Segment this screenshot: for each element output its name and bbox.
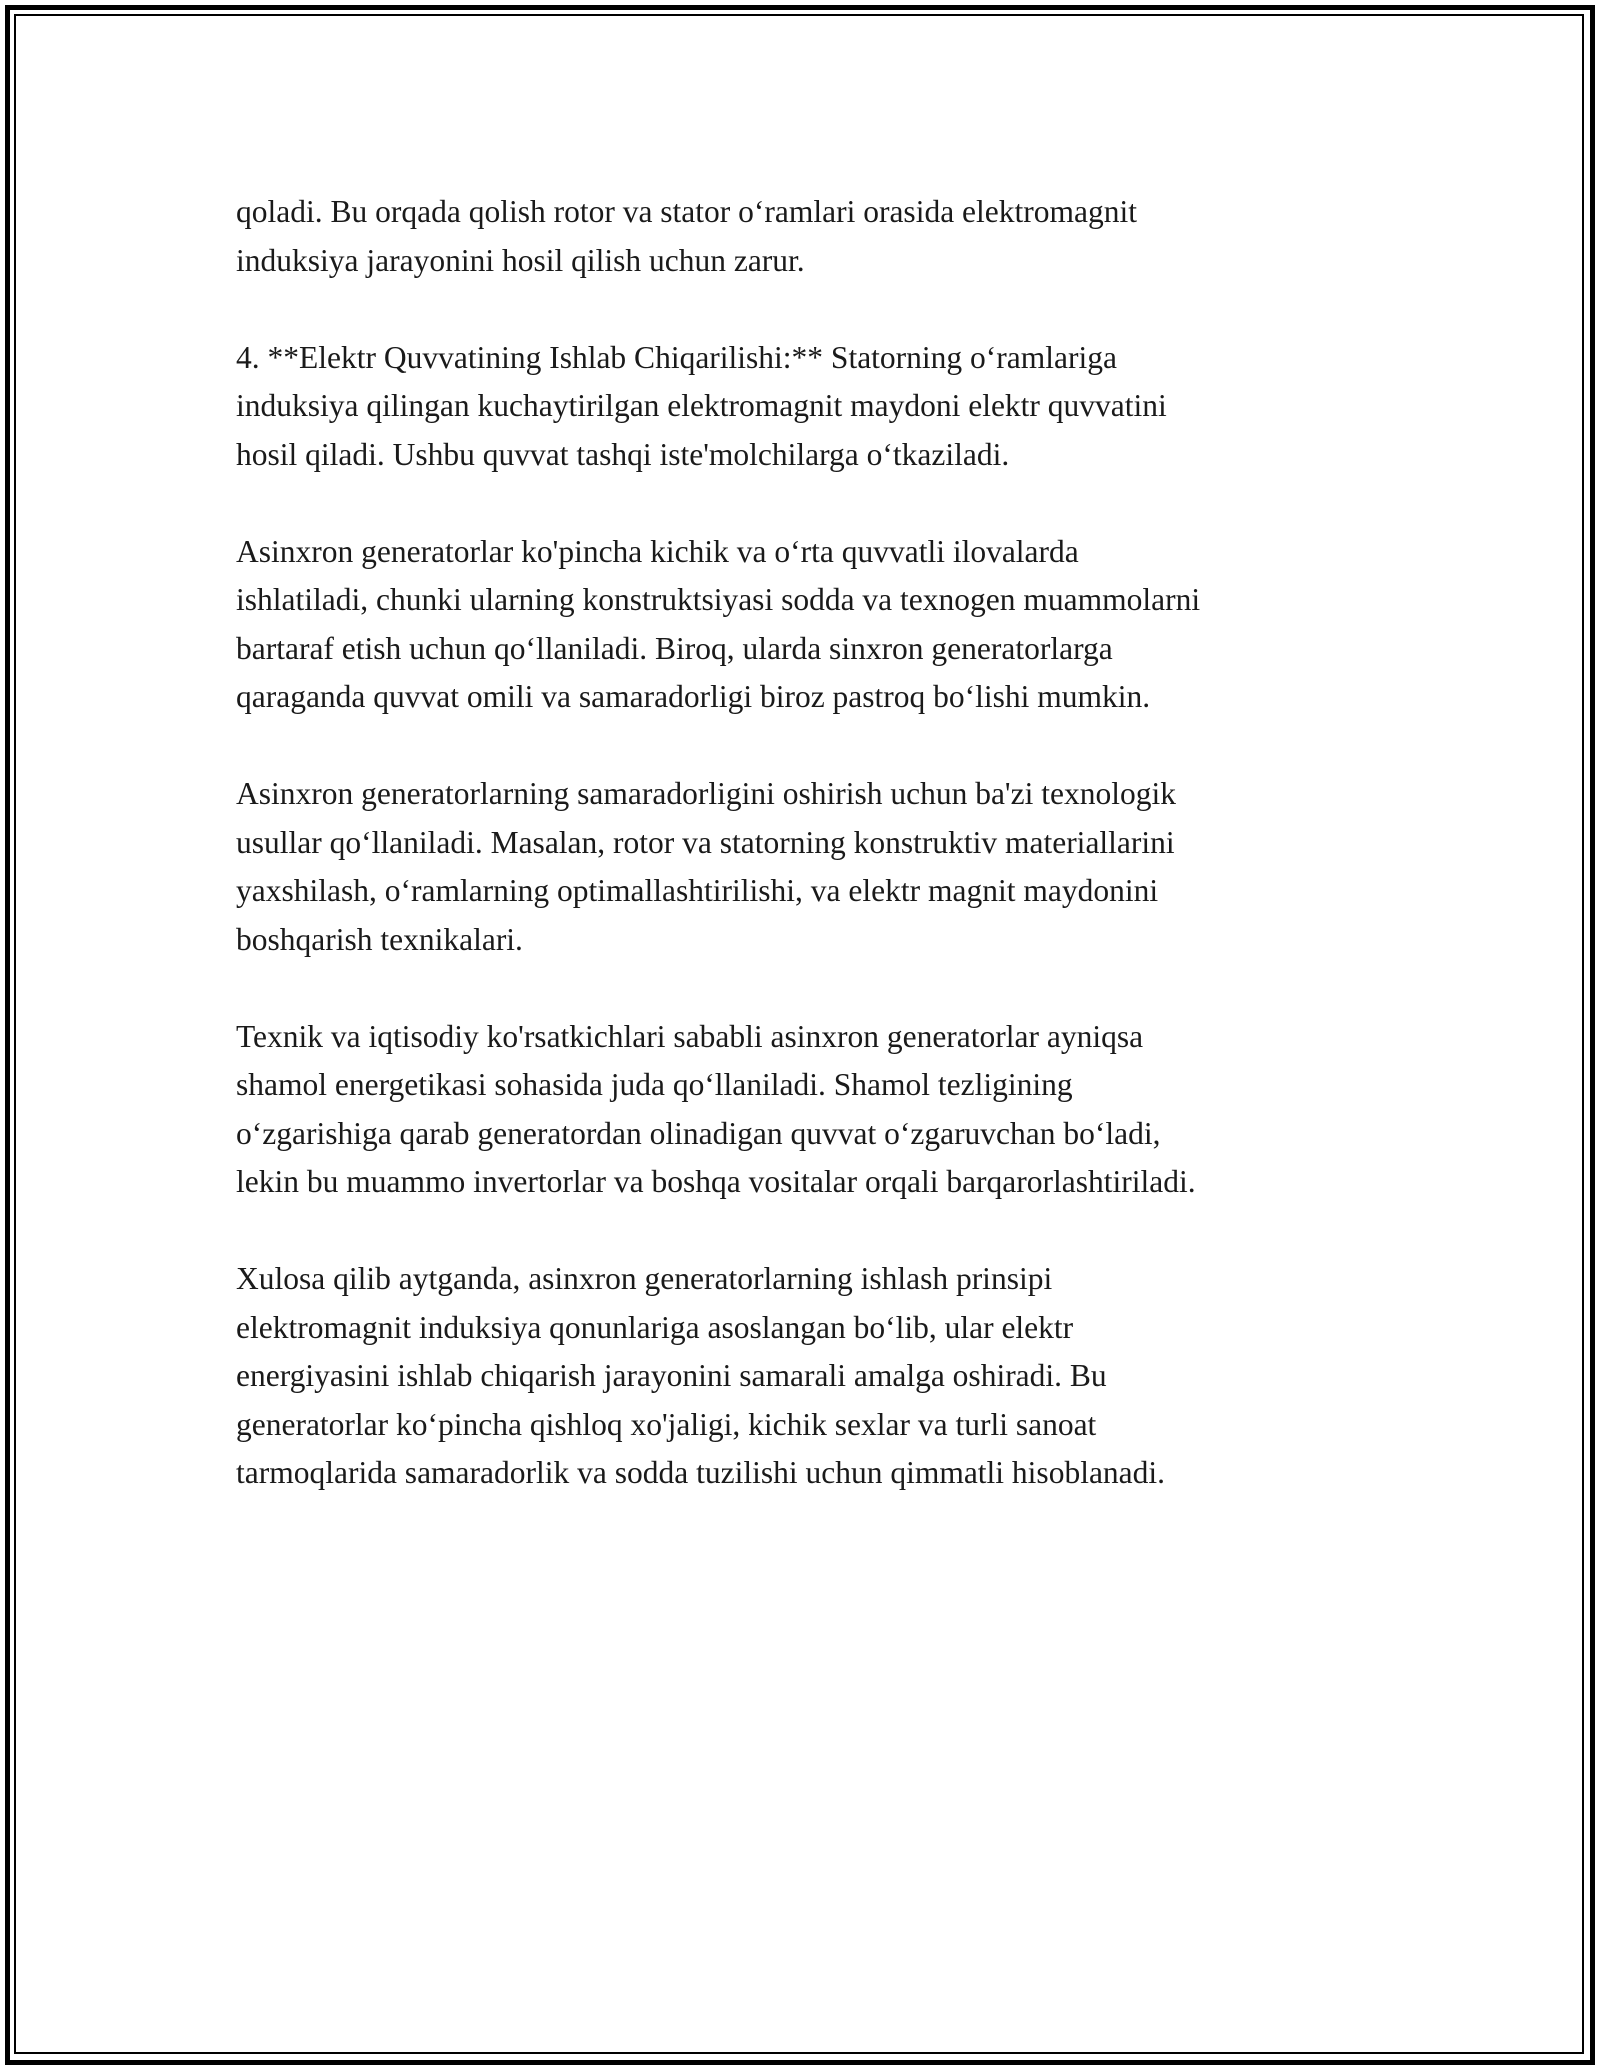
paragraph-step-4: 4. **Elektr Quvvatining Ishlab Chiqarilishi:** Statorning o‘ramlariga induksiya qilingan kuchaytirilgan elektromagnit maydoni elektr quvvatini hosil qiladi. Ushbu quvvat tashqi iste'molchilarga o‘tkaziladi. [236,339,1167,472]
paragraph-efficiency: Asinxron generatorlarning samaradorligini oshirish uchun ba'zi texnologik usullar qo‘llaniladi. Masalan, rotor va statorning konstruktiv materiallarini yaxshilash, o‘ramlarning optimallashtirilishi, va elektr magnit maydonini boshqarish texnikalari. [236,776,1176,957]
paragraph-applications: Asinxron generatorlar ko'pincha kichik va o‘rta quvvatli ilovalarda ishlatiladi, chunki ularning konstruktsiyasi sodda va texnogen muammolarni bartaraf etish uchun qo‘llaniladi. Biroq, ularda sinxron generatorlarga qaraganda quvvat omili va samaradorligi biroz pastroq bo‘lishi mumkin. [236,533,1201,714]
paragraph-wind-energy: Texnik va iqtisodiy ko'rsatkichlari sababli asinxron generatorlar ayniqsa shamol energetikasi sohasida juda qo‘llaniladi. Shamol tezligining o‘zgarishiga qarab generatordan olinadigan quvvat o‘zgaruvchan bo‘ladi, lekin bu muammo invertorlar va boshqa vositalar orqali barqarorlashtiriladi. [236,1018,1196,1199]
paragraph-continuation: qoladi. Bu orqada qolish rotor va stator o‘ramlari orasida elektromagnit induksiya jarayonini hosil qilish uchun zarur. [236,194,1137,278]
paragraph-conclusion: Xulosa qilib aytganda, asinxron generatorlarning ishlash prinsipi elektromagnit induksiya qonunlariga asoslangan bo‘lib, ular elektr energiyasini ishlab chiqarish jarayonini samarali amalga oshiradi. Bu generatorlar ko‘pincha qishloq xo'jaligi, kichik sexlar va turli sanoat tarmoqlarida samaradorlik va sodda tuzilishi uchun qimmatli hisoblanadi. [236,1261,1166,1490]
document-body [236,188,1386,1498]
